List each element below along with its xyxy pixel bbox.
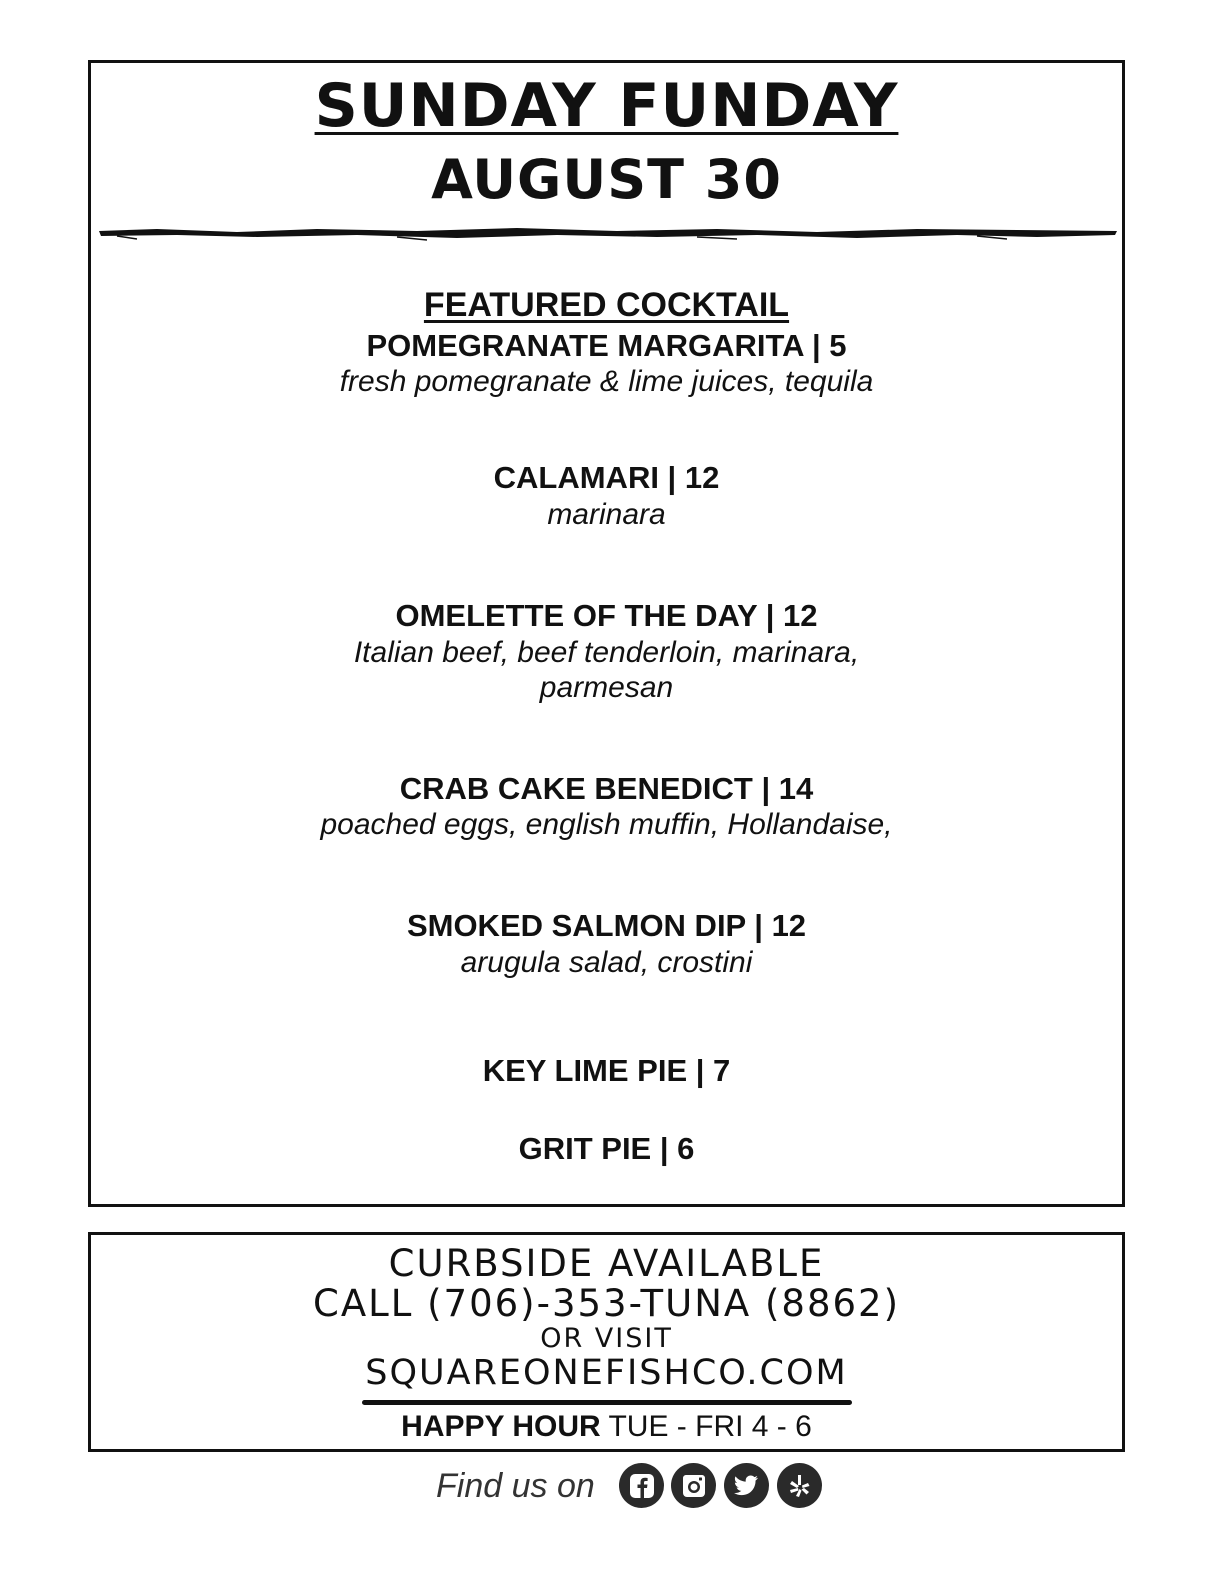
menu-item-name: CRAB CAKE BENEDICT | 14 xyxy=(399,771,814,806)
menu-item-name: KEY LIME PIE | 7 xyxy=(482,1053,731,1088)
or-visit-text: OR VISIT xyxy=(540,1323,673,1354)
featured-cocktail-description: fresh pomegranate & lime juices, tequila xyxy=(339,365,874,398)
menu-item-name: SMOKED SALMON DIP | 12 xyxy=(406,908,807,943)
contact-panel xyxy=(88,1232,1125,1452)
featured-cocktail-name: POMEGRANATE MARGARITA | 5 xyxy=(366,328,847,363)
menu-item-description: arugula salad, crostini xyxy=(460,946,753,979)
page-title: SUNDAY FUNDAY xyxy=(314,71,899,141)
website-link[interactable]: SQUAREONEFISHCO.COM xyxy=(365,1353,848,1393)
curbside-text: CURBSIDE AVAILABLE xyxy=(388,1242,825,1285)
happy-hour-text xyxy=(91,1407,1122,1447)
happy-hour-label: HAPPY HOUR xyxy=(401,1410,601,1443)
menu-item-description: parmesan xyxy=(539,671,674,704)
brush-divider xyxy=(97,223,1119,243)
facebook-icon[interactable] xyxy=(619,1463,664,1508)
twitter-icon[interactable] xyxy=(724,1463,769,1508)
instagram-icon[interactable] xyxy=(671,1463,716,1508)
menu-item-description: marinara xyxy=(547,498,666,531)
menu-panel xyxy=(88,60,1125,1207)
menu-item-description: poached eggs, english muffin, Hollandaise, xyxy=(320,808,893,841)
phone-number: CALL (706)-353-TUNA (8862) xyxy=(312,1282,901,1325)
divider xyxy=(362,1400,852,1405)
featured-cocktail-heading: FEATURED COCKTAIL xyxy=(423,286,790,324)
happy-hour-times: TUE - FRI 4 - 6 xyxy=(608,1410,812,1443)
menu-item-name: GRIT PIE | 6 xyxy=(518,1131,695,1166)
menu-item-name: CALAMARI | 12 xyxy=(493,460,720,495)
event-date: AUGUST 30 xyxy=(431,148,782,211)
find-us-label: Find us on xyxy=(436,1467,595,1505)
menu-item-name: OMELETTE OF THE DAY | 12 xyxy=(395,598,818,633)
menu-item-description: Italian beef, beef tenderloin, marinara, xyxy=(353,636,860,669)
yelp-icon[interactable] xyxy=(777,1463,822,1508)
